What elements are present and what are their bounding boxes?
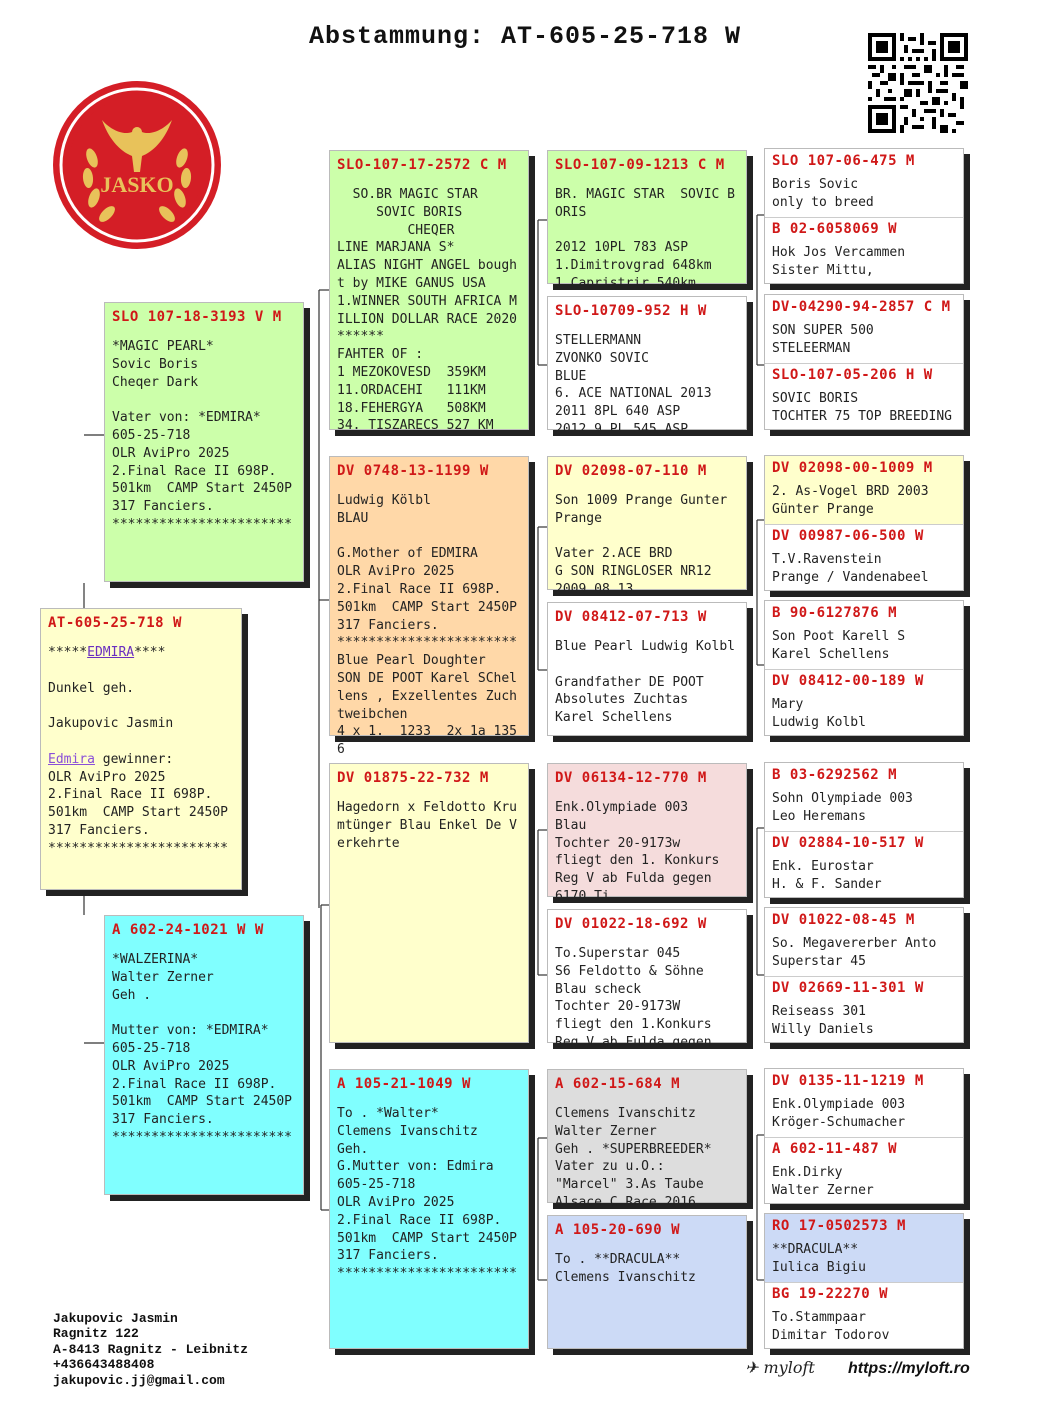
gg-grandparent-pair-1 (764, 148, 964, 284)
gg-grandparent-details: SON SUPER 500 STELEERMAN (772, 323, 874, 356)
gg-grandparent-details: 2. As-Vogel BRD 2003 Günter Prange (772, 484, 929, 517)
gg-grandparent-details: Boris Sovic only to breed (772, 177, 874, 210)
gg-grandparent-ring-id: SLO 107-06-475 M (772, 153, 915, 169)
great-grandparent-ring-id: SLO-107-09-1213 C M (555, 157, 725, 173)
gg-grandparent-card[interactable] (765, 1282, 963, 1350)
great-grandparent-card-3[interactable] (547, 456, 747, 597)
great-grandparent-details: Clemens Ivanschitz Walter Zerner Geh . *SUPERBREEDER* Vater zu u.O.: "Marcel" 3.As Taube Alsace C Race 2016 (555, 1106, 712, 1210)
gg-grandparent-card[interactable] (765, 295, 963, 363)
grandparent-card-1[interactable] (329, 150, 529, 434)
mother-card[interactable] (104, 915, 304, 1195)
gg-grandparent-pair-4 (764, 600, 964, 736)
great-grandparent-card-1[interactable] (547, 150, 747, 291)
grandparent-details: To . *Walter* Clemens Ivanschitz Geh. G.Mutter von: Edmira 605-25-718 OLR AviPro 2025 2.Final Race II 698P. 501km CAMP Start 2450P 317 Fanciers. *********************** (337, 1106, 518, 1282)
gg-grandparent-ring-id: DV 08412-00-189 W (772, 673, 924, 689)
great-grandparent-details: BR. MAGIC STAR SOVIC BORIS 2012 10PL 783 ASP 1.Dimitrovgrad 648km 1.Capristrir 540km (555, 187, 736, 291)
gg-grandparent-details: To.Stammpaar Dimitar Todorov (772, 1310, 890, 1343)
gg-grandparent-card[interactable] (765, 601, 963, 669)
gg-grandparent-card[interactable] (765, 217, 963, 285)
gg-grandparent-card[interactable] (765, 363, 963, 431)
gg-grandparent-ring-id: BG 19-22270 W (772, 1286, 889, 1302)
gg-grandparent-ring-id: A 602-11-487 W (772, 1141, 898, 1157)
gg-grandparent-details: Enk.Dirky Walter Zerner (772, 1165, 874, 1198)
gg-grandparent-details: Reiseass 301 Willy Daniels (772, 1004, 874, 1037)
great-grandparent-ring-id: A 602-15-684 M (555, 1076, 681, 1092)
great-grandparent-details: To . **DRACULA** Clemens Ivanschitz (555, 1252, 696, 1285)
gg-grandparent-ring-id: DV-04290-94-2857 C M (772, 299, 951, 315)
gg-grandparent-details: Hok Jos Vercammen Sister Mittu, (772, 245, 906, 278)
subject-ring-id: AT-605-25-718 W (48, 615, 182, 631)
subject-details: *****EDMIRA**** Dunkel geh. Jakupovic Jasmin Edmira gewinner: OLR AviPro 2025 2.Final Race II 698P. 501km CAMP Start 2450P 317 Fanciers. *********************** (48, 645, 229, 856)
svg-text:JASKO: JASKO (100, 172, 174, 197)
gg-grandparent-ring-id: B 02-6058069 W (772, 221, 898, 237)
great-grandparent-card-7[interactable] (547, 1069, 747, 1210)
grandparent-details: Hagedorn x Feldotto Krumtünger Blau Enkel De Verkehrte (337, 800, 518, 851)
gg-grandparent-pair-5 (764, 762, 964, 898)
gg-grandparent-pair-6 (764, 907, 964, 1043)
great-grandparent-card-6[interactable] (547, 909, 747, 1050)
gg-grandparent-pair-2 (764, 294, 964, 430)
great-grandparent-details: To.Superstar 045 S6 Feldotto & Söhne Blau scheck Tochter 20-9173W fliegt den 1.Konkurs Reg V ab Fulda gegen (555, 946, 712, 1050)
gg-grandparent-ring-id: DV 0135-11-1219 M (772, 1073, 924, 1089)
gg-grandparent-card[interactable] (765, 149, 963, 217)
gg-grandparent-pair-3 (764, 455, 964, 591)
great-grandparent-card-2[interactable] (547, 296, 747, 437)
grandparent-card-3[interactable] (329, 763, 529, 1043)
gg-grandparent-ring-id: RO 17-0502573 M (772, 1218, 906, 1234)
breeder-contact: Jakupovic Jasmin Ragnitz 122 A-8413 Ragnitz - Leibnitz +436643488408 jakupovic.jj@gmail.com (53, 1311, 249, 1388)
gg-grandparent-card[interactable] (765, 1137, 963, 1205)
grandparent-card-2[interactable] (329, 456, 529, 758)
gg-grandparent-pair-7 (764, 1068, 964, 1204)
great-grandparent-card-8[interactable] (547, 1215, 747, 1349)
grandparent-ring-id: DV 01875-22-732 M (337, 770, 489, 786)
gg-grandparent-pair-8 (764, 1213, 964, 1349)
myloft-branding (745, 1358, 975, 1388)
gg-grandparent-ring-id: DV 02098-00-1009 M (772, 460, 933, 476)
great-grandparent-ring-id: DV 06134-12-770 M (555, 770, 707, 786)
gg-grandparent-details: Son Poot Karell S Karel Schellens (772, 629, 906, 662)
mother-details: *WALZERINA* Walter Zerner Geh . Mutter von: *EDMIRA* 605-25-718 OLR AviPro 2025 2.Final Race II 698P. 501km CAMP Start 2450P 317 Fanciers. *********************** (112, 952, 293, 1145)
great-grandparent-card-4[interactable] (547, 602, 747, 736)
subject-name-link[interactable]: EDMIRA (87, 645, 135, 660)
gg-grandparent-details: T.V.Ravenstein Prange / Vandenabeel (772, 552, 929, 585)
great-grandparent-ring-id: DV 01022-18-692 W (555, 916, 707, 932)
great-grandparent-ring-id: DV 02098-07-110 M (555, 463, 707, 479)
gg-grandparent-ring-id: DV 00987-06-500 W (772, 528, 924, 544)
gg-grandparent-details: SOVIC BORIS TOCHTER 75 TOP BREEDING (772, 391, 953, 424)
gg-grandparent-ring-id: SLO-107-05-206 H W (772, 367, 933, 383)
gg-grandparent-card[interactable] (765, 524, 963, 592)
gg-grandparent-card[interactable] (765, 976, 963, 1044)
grandparent-ring-id: DV 0748-13-1199 W (337, 463, 489, 479)
gg-grandparent-details: Enk. Eurostar H. & F. Sander (772, 859, 882, 892)
father-ring-id: SLO 107-18-3193 V M (112, 309, 282, 325)
subject-edmira-link[interactable]: Edmira (48, 751, 95, 767)
great-grandparent-details: Enk.Olympiade 003 Blau Tochter 20-9173w fliegt den 1. Konkurs Reg V ab Fulda gegen 6170 Ti (555, 800, 720, 904)
grandparent-ring-id: A 105-21-1049 W (337, 1076, 471, 1092)
gg-grandparent-details: Sohn Olympiade 003 Leo Heremans (772, 791, 913, 824)
gg-grandparent-ring-id: B 90-6127876 M (772, 605, 898, 621)
gg-grandparent-card[interactable] (765, 456, 963, 524)
gg-grandparent-card[interactable] (765, 1069, 963, 1137)
myloft-logo: ✈ myloft (745, 1358, 815, 1377)
gg-grandparent-card[interactable] (765, 763, 963, 831)
gg-grandparent-card[interactable] (765, 831, 963, 899)
gg-grandparent-card[interactable] (765, 669, 963, 737)
great-grandparent-ring-id: SLO-10709-952 H W (555, 303, 707, 319)
gg-grandparent-ring-id: DV 02669-11-301 W (772, 980, 924, 996)
father-card[interactable] (104, 302, 304, 582)
gg-grandparent-card[interactable] (765, 908, 963, 976)
great-grandparent-ring-id: DV 08412-07-713 W (555, 609, 707, 625)
great-grandparent-details: STELLERMANN ZVONKO SOVIC BLUE 6. ACE NATIONAL 2013 2011 8PL 640 ASP 2012 9.PL 545 ASP (555, 333, 712, 437)
myloft-url-link[interactable]: https://myloft.ro (848, 1360, 970, 1377)
gg-grandparent-ring-id: DV 02884-10-517 W (772, 835, 924, 851)
grandparent-details: Ludwig Kölbl BLAU G.Mother of EDMIRA OLR AviPro 2025 2.Final Race II 698P. 501km CAMP Start 2450P 317 Fanciers. *********************** Blue Pearl Doughter SON DE POOT Karel SChellens , Exzellentes Zuchtweibchen 4 x 1. 1233 2x 1a 1356 (337, 493, 518, 758)
father-details: *MAGIC PEARL* Sovic Boris Cheqer Dark Vater von: *EDMIRA* 605-25-718 OLR AviPro 2025 2.Final Race II 698P. 501km CAMP Start 2450P 317 Fanciers. *********************** (112, 339, 293, 532)
great-grandparent-card-5[interactable] (547, 763, 747, 904)
great-grandparent-details: Son 1009 Prange Gunter Prange Vater 2.ACE BRD G SON RINGLOSER NR12 2009 08 13 (555, 493, 728, 597)
great-grandparent-details: Blue Pearl Ludwig Kolbl Grandfather DE POOT Absolutes Zuchtas Karel Schellens (555, 639, 736, 726)
mother-ring-id: A 602-24-1021 W W (112, 922, 264, 938)
gg-grandparent-details: **DRACULA** Iulica Bigiu (772, 1242, 866, 1275)
gg-grandparent-ring-id: DV 01022-08-45 M (772, 912, 915, 928)
page-title: Abstammung: AT-605-25-718 W (308, 22, 742, 51)
grandparent-ring-id: SLO-107-17-2572 C M (337, 157, 507, 173)
gg-grandparent-details: Mary Ludwig Kolbl (772, 697, 866, 730)
grandparent-card-4[interactable] (329, 1069, 529, 1349)
gg-grandparent-details: So. Megavererber Anto Superstar 45 (772, 936, 937, 969)
gg-grandparent-details: Enk.Olympiade 003 Kröger-Schumacher (772, 1097, 906, 1130)
subject-card[interactable] (40, 608, 242, 890)
gg-grandparent-ring-id: B 03-6292562 M (772, 767, 898, 783)
grandparent-details: SO.BR MAGIC STAR SOVIC BORIS CHEQER LINE MARJANA S* ALIAS NIGHT ANGEL bought by MIKE GANUS USA 1.WINNER SOUTH AFRICA MILLION DOLLAR RACE 2020 ****** FAHTER OF : 1 MEZOKOVESD 359KM 11.ORDACEHI 111KM 18.FEHERGYA 508KM 34. TISZARECS 527 KM (337, 187, 518, 434)
great-grandparent-ring-id: A 105-20-690 W (555, 1222, 681, 1238)
gg-grandparent-card[interactable] (765, 1214, 963, 1282)
